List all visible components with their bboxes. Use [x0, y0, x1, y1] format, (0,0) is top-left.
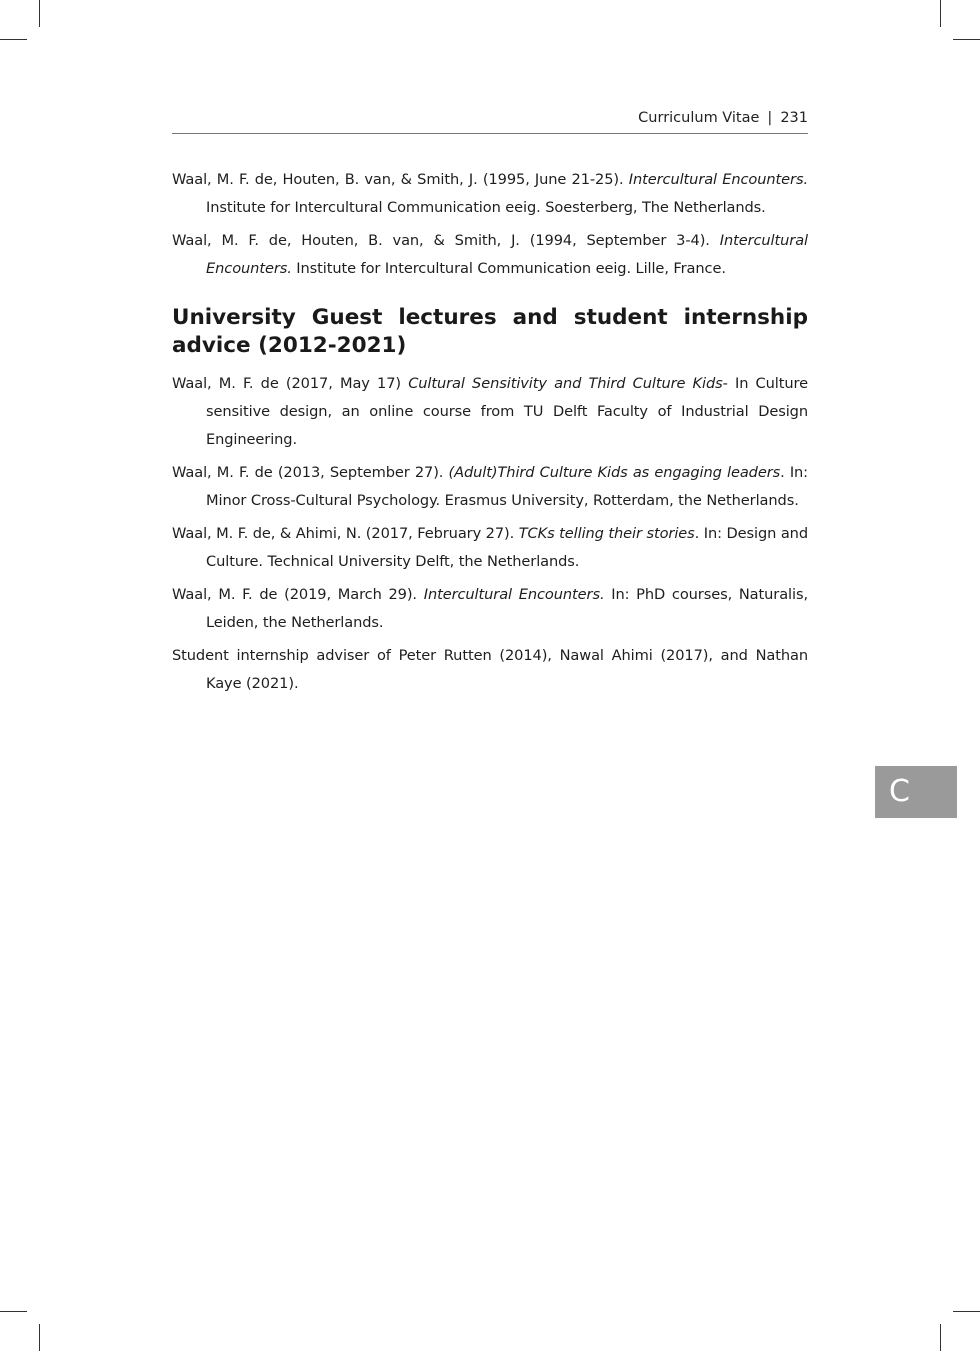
lecture-item: [172, 459, 808, 515]
chapter-tab: [875, 766, 957, 818]
lecture-title: Intercultural Encounters.: [423, 586, 605, 603]
reference-source: Institute for Intercultural Communication eeig. Soesterberg, The Netherlands.: [206, 199, 766, 216]
lecture-title: (Adult)Third Culture Kids as engaging leaders: [448, 464, 781, 481]
reference-authors-date: Waal, M. F. de, Houten, B. van, & Smith, J. (1995, June 21-25).: [172, 171, 629, 188]
lecture-item: [172, 370, 808, 454]
reference-item: [172, 227, 808, 283]
crop-mark-top-left-v: [39, 0, 40, 27]
crop-mark-top-right-v: [940, 0, 941, 27]
reference-title: Intercultural Encounters.: [206, 232, 808, 277]
reference-authors-date: Waal, M. F. de, Houten, B. van, & Smith, J. (1994, September 3-4).: [172, 232, 720, 249]
crop-mark-top-left-h: [0, 39, 27, 40]
reference-item: [172, 166, 808, 222]
lecture-venue: - In Culture sensitive design, an online course from TU Delft Faculty of Industrial Design Engineering.: [206, 375, 808, 448]
reference-source: Institute for Intercultural Communication eeig. Lille, France.: [291, 260, 726, 277]
lecture-venue: . In: Minor Cross-Cultural Psychology. Erasmus University, Rotterdam, the Netherlands.: [206, 464, 808, 509]
lecture-item: [172, 581, 808, 637]
lecture-venue: . In: Design and Culture. Technical University Delft, the Netherlands.: [206, 525, 808, 570]
lecture-venue: In: PhD courses, Naturalis, Leiden, the Netherlands.: [206, 586, 808, 631]
header-section-title: Curriculum Vitae: [638, 110, 760, 126]
header-rule: [172, 133, 808, 134]
crop-mark-bottom-left-v: [39, 1324, 40, 1351]
internship-note: Student internship adviser of Peter Rutten (2014), Nawal Ahimi (2017), and Nathan Kaye (2021).: [172, 647, 808, 692]
header-separator: |: [767, 110, 773, 126]
crop-mark-bottom-left-h: [0, 1311, 27, 1312]
page-content: [172, 166, 808, 703]
lecture-authors-date: Waal, M. F. de, & Ahimi, N. (2017, February 27).: [172, 525, 519, 542]
lecture-title: Cultural Sensitivity and Third Culture Kids: [408, 375, 723, 392]
crop-mark-bottom-right-h: [953, 1311, 980, 1312]
lecture-authors-date: Waal, M. F. de (2017, May 17): [172, 375, 409, 392]
reference-title: Intercultural Encounters.: [628, 171, 808, 188]
section-heading: University Guest lectures and student internship advice (2012-2021): [172, 305, 808, 358]
lecture-authors-date: Waal, M. F. de (2019, March 29).: [172, 586, 424, 603]
crop-mark-bottom-right-v: [940, 1324, 941, 1351]
page-number: 231: [780, 110, 808, 126]
chapter-letter: C: [889, 774, 910, 809]
lecture-item: [172, 520, 808, 576]
running-header: [172, 110, 808, 126]
lecture-authors-date: Waal, M. F. de (2013, September 27).: [172, 464, 449, 481]
crop-mark-top-right-h: [953, 39, 980, 40]
lecture-title: TCKs telling their stories: [518, 525, 695, 542]
